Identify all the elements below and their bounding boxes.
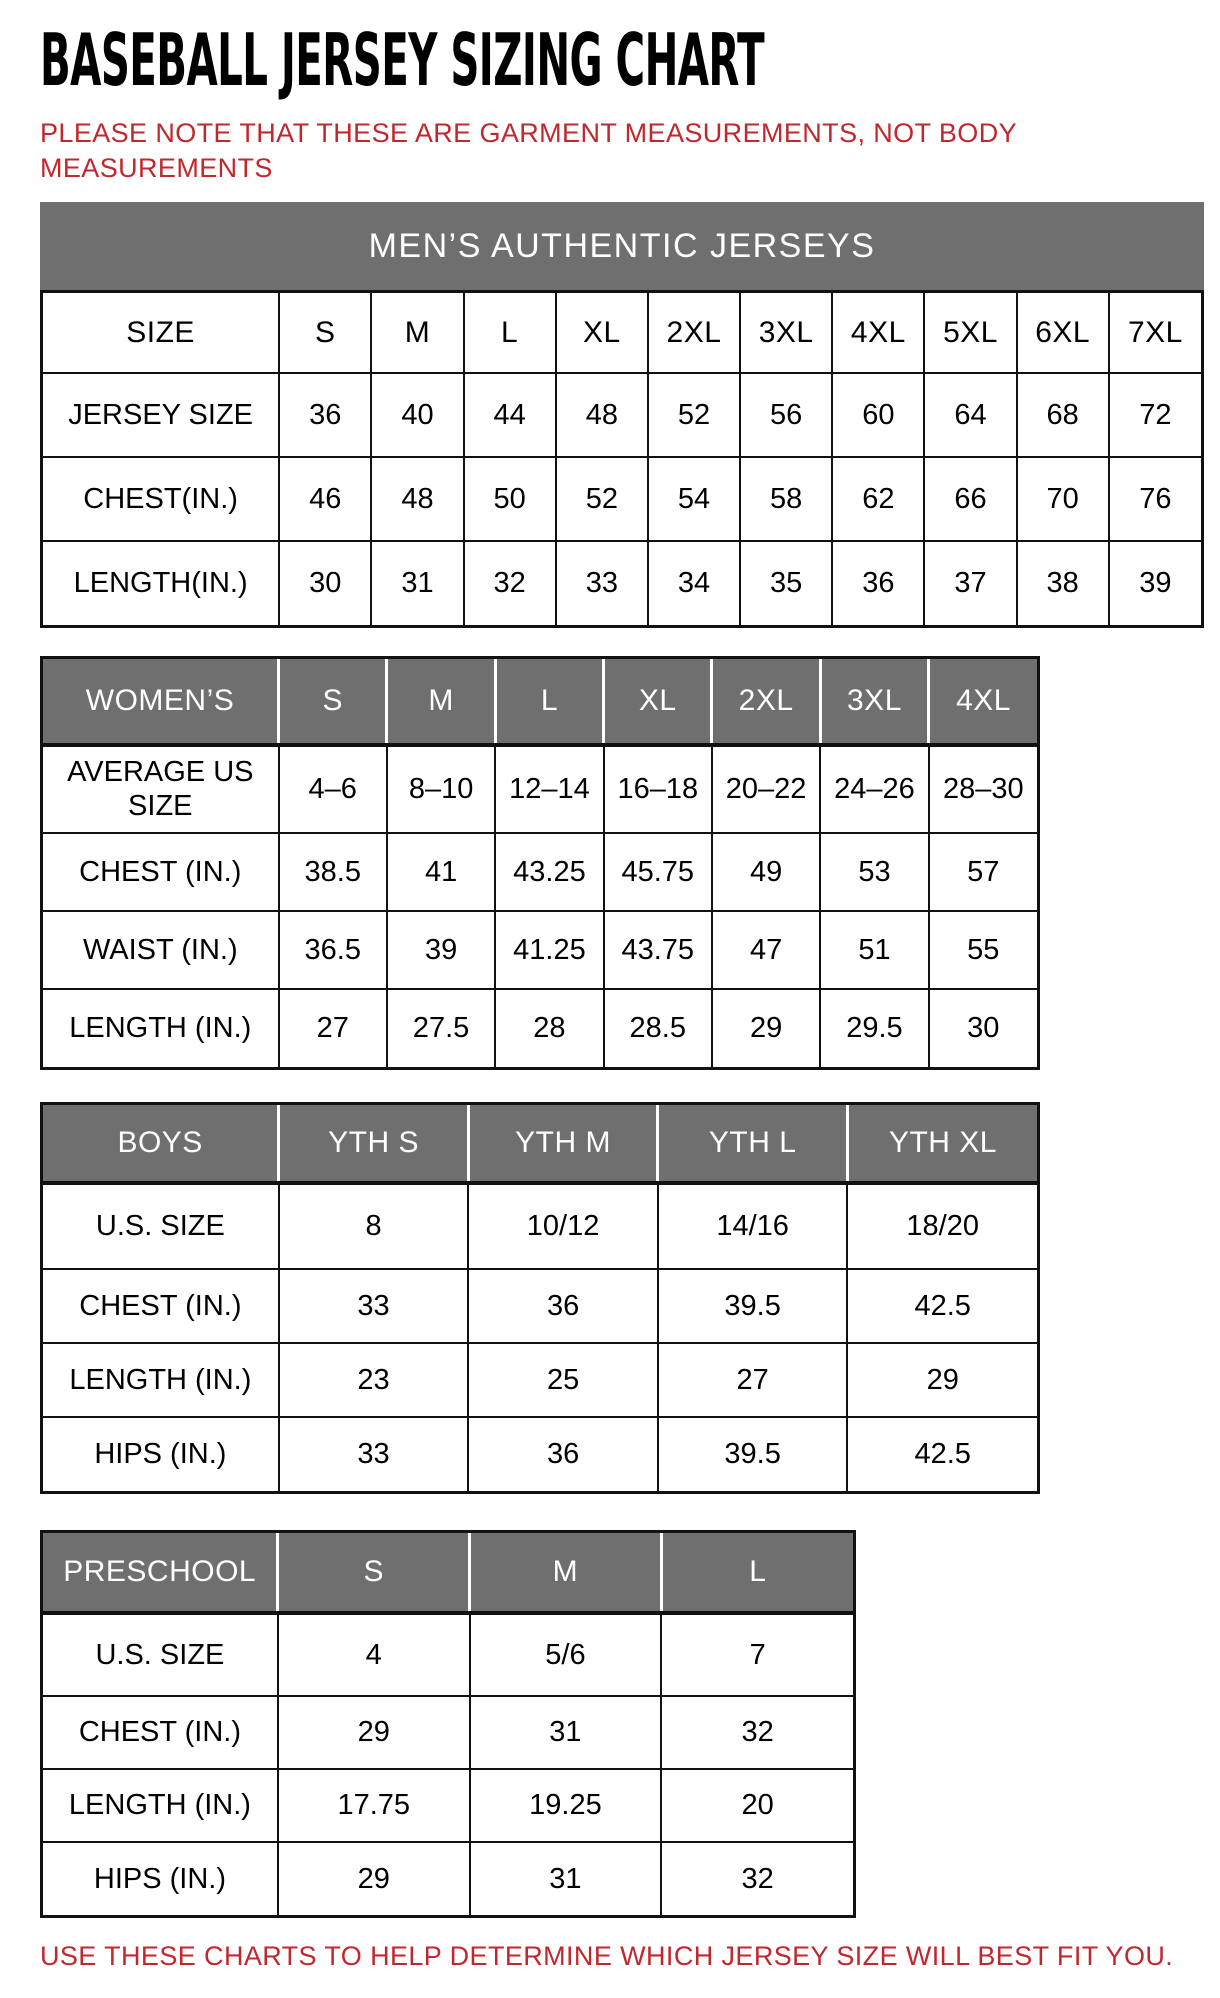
value-cell: 17.75 [278,1769,470,1842]
value-cell: 31 [470,1696,662,1769]
value-cell: 30 [929,989,1037,1067]
row-label-cell: U.S. SIZE [43,1613,278,1696]
mens-table-frame [40,290,1204,628]
value-cell: 29 [847,1343,1037,1417]
boys-sizing-table [43,1105,1037,1491]
value-cell: 10/12 [468,1183,658,1269]
value-cell: 4 [278,1613,470,1696]
table-header-cell: 4XL [929,659,1037,745]
value-cell: 46 [279,457,371,541]
table-row [43,911,1037,989]
table-header-cell: S [278,1533,470,1613]
value-cell: 60 [832,373,924,457]
value-cell: 52 [556,457,648,541]
mens-sizing-table [43,293,1201,625]
table-header-cell: SIZE [43,293,279,373]
row-label-cell: CHEST (IN.) [43,833,279,911]
value-cell: 43.25 [495,833,603,911]
value-cell: 34 [648,541,740,625]
value-cell: 48 [371,457,463,541]
value-cell: 57 [929,833,1037,911]
value-cell: 39 [387,911,495,989]
table-header-cell: M [387,659,495,745]
table-row [43,1696,853,1769]
table-header-cell: S [279,293,371,373]
value-cell: 56 [740,373,832,457]
value-cell: 39.5 [658,1269,848,1343]
table-header-cell: S [279,659,387,745]
value-cell: 42.5 [847,1417,1037,1491]
value-cell: 70 [1017,457,1109,541]
value-cell: 33 [556,541,648,625]
table-row [43,1613,853,1696]
value-cell: 39 [1109,541,1201,625]
value-cell: 38 [1017,541,1109,625]
value-cell: 36 [832,541,924,625]
value-cell: 35 [740,541,832,625]
table-header-cell: 5XL [924,293,1016,373]
value-cell: 27 [279,989,387,1067]
value-cell: 8 [279,1183,469,1269]
value-cell: 52 [648,373,740,457]
table-row [43,1269,1037,1343]
row-label-cell: LENGTH (IN.) [43,989,279,1067]
mens-jerseys-section [40,202,1204,628]
value-cell: 29 [712,989,820,1067]
row-label-cell: CHEST (IN.) [43,1269,279,1343]
value-cell: 32 [464,541,556,625]
value-cell: 66 [924,457,1016,541]
value-cell: 48 [556,373,648,457]
row-label-cell: LENGTH (IN.) [43,1769,278,1842]
table-header-cell: YTH XL [847,1105,1037,1183]
value-cell: 5/6 [470,1613,662,1696]
table-header-cell: 3XL [740,293,832,373]
value-cell: 38.5 [279,833,387,911]
value-cell: 36.5 [279,911,387,989]
value-cell: 19.25 [470,1769,662,1842]
value-cell: 27 [658,1343,848,1417]
value-cell: 28.5 [604,989,712,1067]
table-header-row [43,293,1201,373]
table-header-cell: L [464,293,556,373]
table-row [43,373,1201,457]
row-label-cell: WAIST (IN.) [43,911,279,989]
value-cell: 47 [712,911,820,989]
row-label-cell: JERSEY SIZE [43,373,279,457]
value-cell: 20 [661,1769,853,1842]
value-cell: 8–10 [387,745,495,833]
value-cell: 29 [278,1842,470,1915]
table-header-cell: YTH S [279,1105,469,1183]
value-cell: 29.5 [820,989,928,1067]
value-cell: 28 [495,989,603,1067]
boys-jerseys-section [40,1102,1040,1494]
value-cell: 31 [470,1842,662,1915]
value-cell: 41 [387,833,495,911]
value-cell: 32 [661,1842,853,1915]
table-header-cell: XL [556,293,648,373]
value-cell: 4–6 [279,745,387,833]
value-cell: 58 [740,457,832,541]
row-label-cell: HIPS (IN.) [43,1417,279,1491]
value-cell: 51 [820,911,928,989]
table-header-cell: YTH L [658,1105,848,1183]
value-cell: 55 [929,911,1037,989]
womens-table-frame [40,656,1040,1070]
value-cell: 33 [279,1417,469,1491]
page-title: BASEBALL JERSEY SIZING CHART [40,18,765,102]
table-header-cell: YTH M [468,1105,658,1183]
row-label-cell: AVERAGE US SIZE [43,745,279,833]
row-label-cell: LENGTH(IN.) [43,541,279,625]
table-row [43,745,1037,833]
table-header-cell: PRESCHOOL [43,1533,278,1613]
value-cell: 7 [661,1613,853,1696]
table-header-cell: 2XL [712,659,820,745]
value-cell: 33 [279,1269,469,1343]
value-cell: 36 [468,1269,658,1343]
value-cell: 72 [1109,373,1201,457]
row-label-cell: CHEST(IN.) [43,457,279,541]
value-cell: 23 [279,1343,469,1417]
value-cell: 44 [464,373,556,457]
table-row [43,1842,853,1915]
value-cell: 64 [924,373,1016,457]
value-cell: 28–30 [929,745,1037,833]
table-header-row [43,1533,853,1613]
value-cell: 40 [371,373,463,457]
table-header-cell: 4XL [832,293,924,373]
value-cell: 12–14 [495,745,603,833]
value-cell: 32 [661,1696,853,1769]
table-row [43,1417,1037,1491]
value-cell: 39.5 [658,1417,848,1491]
preschool-table-frame [40,1530,856,1918]
value-cell: 31 [371,541,463,625]
footer-note: USE THESE CHARTS TO HELP DETERMINE WHICH JERSEY SIZE WILL BEST FIT YOU. [40,1941,1174,1972]
table-header-cell: 6XL [1017,293,1109,373]
table-row [43,833,1037,911]
table-row [43,457,1201,541]
value-cell: 50 [464,457,556,541]
row-label-cell: LENGTH (IN.) [43,1343,279,1417]
table-header-cell: L [661,1533,853,1613]
value-cell: 54 [648,457,740,541]
value-cell: 36 [468,1417,658,1491]
table-row [43,1343,1037,1417]
value-cell: 42.5 [847,1269,1037,1343]
value-cell: 20–22 [712,745,820,833]
value-cell: 18/20 [847,1183,1037,1269]
value-cell: 68 [1017,373,1109,457]
boys-table-frame [40,1102,1040,1494]
preschool-sizing-table [43,1533,853,1915]
mens-table-banner: MEN’S AUTHENTIC JERSEYS [40,202,1204,290]
value-cell: 76 [1109,457,1201,541]
table-row [43,1183,1037,1269]
value-cell: 49 [712,833,820,911]
table-row [43,989,1037,1067]
table-header-row [43,659,1037,745]
value-cell: 37 [924,541,1016,625]
row-label-cell: U.S. SIZE [43,1183,279,1269]
table-row [43,541,1201,625]
row-label-cell: HIPS (IN.) [43,1842,278,1915]
table-header-cell: M [371,293,463,373]
table-header-row [43,1105,1037,1183]
preschool-jerseys-section [40,1530,856,1918]
garment-measurements-note: PLEASE NOTE THAT THESE ARE GARMENT MEASUREMENTS, NOT BODY MEASUREMENTS [40,118,1017,184]
table-header-cell: M [470,1533,662,1613]
value-cell: 29 [278,1696,470,1769]
table-header-cell: 7XL [1109,293,1201,373]
value-cell: 41.25 [495,911,603,989]
row-label-cell: CHEST (IN.) [43,1696,278,1769]
table-header-cell: WOMEN’S [43,659,279,745]
value-cell: 53 [820,833,928,911]
table-row [43,1769,853,1842]
value-cell: 14/16 [658,1183,848,1269]
value-cell: 25 [468,1343,658,1417]
value-cell: 24–26 [820,745,928,833]
value-cell: 45.75 [604,833,712,911]
value-cell: 43.75 [604,911,712,989]
table-header-cell: 3XL [820,659,928,745]
value-cell: 36 [279,373,371,457]
table-header-cell: XL [604,659,712,745]
value-cell: 27.5 [387,989,495,1067]
womens-sizing-table [43,659,1037,1067]
table-header-cell: L [495,659,603,745]
value-cell: 62 [832,457,924,541]
table-header-cell: BOYS [43,1105,279,1183]
womens-jerseys-section [40,656,1040,1070]
sizing-chart-page [0,18,1220,1974]
table-header-cell: 2XL [648,293,740,373]
value-cell: 30 [279,541,371,625]
value-cell: 16–18 [604,745,712,833]
